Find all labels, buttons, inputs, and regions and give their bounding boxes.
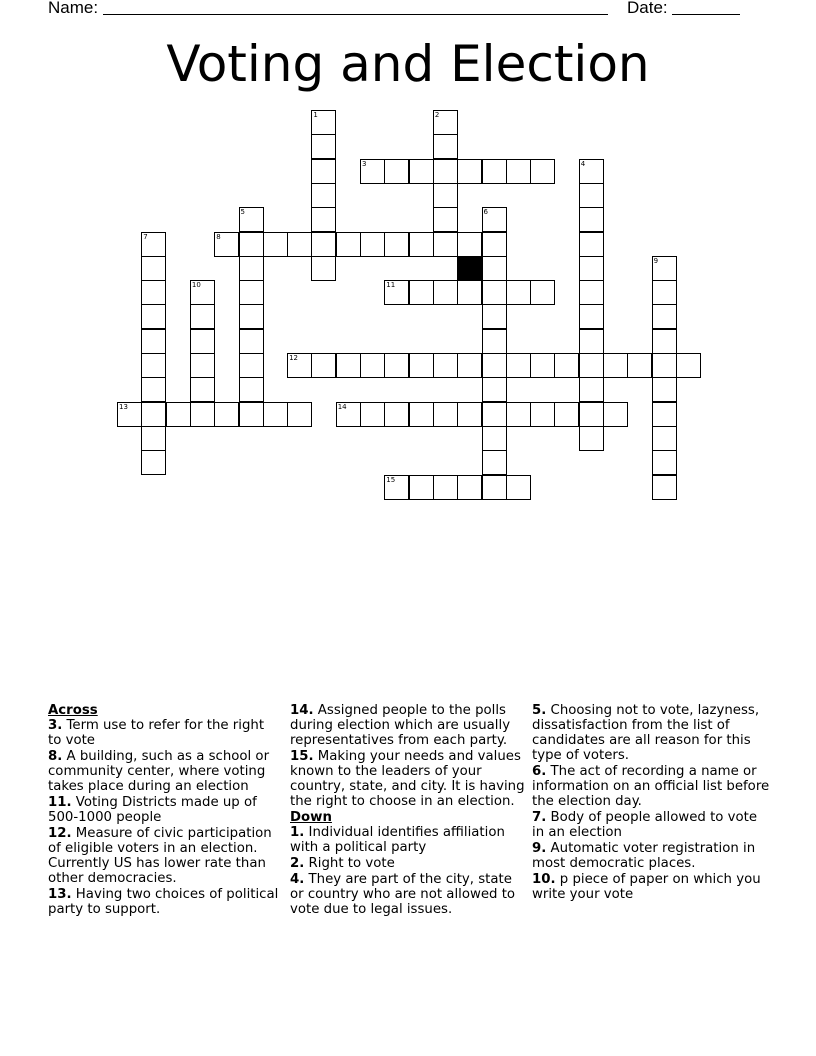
grid-cell[interactable]	[506, 280, 531, 305]
grid-cell[interactable]	[141, 280, 166, 305]
name-label: Name:	[48, 0, 99, 17]
name-date-header	[48, 0, 768, 18]
grid-cell[interactable]	[141, 329, 166, 354]
clue-number-label: 15	[386, 475, 396, 484]
grid-cell[interactable]	[482, 475, 507, 500]
grid-cell[interactable]	[579, 329, 604, 354]
grid-cell[interactable]	[336, 353, 361, 378]
grid-cell[interactable]	[482, 329, 507, 354]
grid-cell[interactable]	[433, 353, 458, 378]
grid-cell[interactable]	[652, 377, 677, 402]
grid-cell[interactable]	[384, 159, 409, 184]
grid-cell[interactable]	[579, 353, 604, 378]
clue-text: Assigned people to the polls during election which are usually representatives from each party.	[290, 703, 511, 748]
grid-cell[interactable]	[360, 353, 385, 378]
grid-cell[interactable]	[141, 450, 166, 475]
grid-cell[interactable]	[676, 353, 701, 378]
grid-cell[interactable]	[652, 426, 677, 451]
grid-cell[interactable]	[627, 353, 652, 378]
grid-cell[interactable]	[287, 402, 312, 427]
grid-cell[interactable]	[482, 377, 507, 402]
grid-cell[interactable]	[190, 280, 215, 305]
grid-cell[interactable]	[239, 256, 264, 281]
grid-cell[interactable]	[311, 232, 336, 257]
grid-cell[interactable]	[336, 402, 361, 427]
grid-cell[interactable]	[506, 402, 531, 427]
clue-number-label: 7	[143, 232, 148, 241]
clue-number: 11.	[48, 795, 72, 810]
clue-down-7	[532, 810, 772, 840]
grid-cell[interactable]	[311, 256, 336, 281]
grid-cell[interactable]	[482, 304, 507, 329]
clue-number: 3.	[48, 718, 63, 733]
grid-cell[interactable]	[457, 280, 482, 305]
grid-cell[interactable]	[239, 207, 264, 232]
grid-cell[interactable]	[457, 475, 482, 500]
grid-cell[interactable]	[409, 159, 434, 184]
clue-number-label: 9	[653, 256, 659, 265]
grid-cell[interactable]	[409, 402, 434, 427]
grid-cell[interactable]	[652, 450, 677, 475]
clue-text: Measure of civic participation of eligible voters in an election. Currently US has lower rate than other democracies.	[48, 826, 272, 886]
grid-cell[interactable]	[652, 475, 677, 500]
clue-text: Choosing not to vote, lazyness, dissatisfaction from the list of candidates are all reason for this type of voters.	[532, 703, 760, 763]
grid-cell[interactable]	[482, 426, 507, 451]
grid-cell[interactable]	[141, 426, 166, 451]
clue-number: 13.	[48, 887, 72, 902]
grid-cell[interactable]	[530, 402, 555, 427]
clue-text: They are part of the city, state or country who are not allowed to vote due to legal issues.	[290, 872, 516, 917]
black-cell	[457, 256, 482, 281]
grid-cell[interactable]	[482, 353, 507, 378]
date-input-line[interactable]	[672, 14, 740, 15]
grid-cell[interactable]	[530, 280, 555, 305]
clue-number: 9.	[532, 841, 547, 856]
grid-cell[interactable]	[409, 475, 434, 500]
clue-across-15	[290, 749, 526, 809]
clue-number: 7.	[532, 810, 547, 825]
grid-cell[interactable]	[239, 377, 264, 402]
grid-cell[interactable]	[433, 475, 458, 500]
grid-cell[interactable]	[579, 232, 604, 257]
clue-number: 2.	[290, 856, 305, 871]
grid-cell[interactable]	[117, 402, 142, 427]
clue-number-label: 2	[434, 111, 440, 119]
clue-across-8	[48, 749, 280, 794]
grid-cell[interactable]	[311, 353, 336, 378]
grid-cell[interactable]	[652, 304, 677, 329]
clue-text: Automatic voter registration in most democratic places.	[532, 841, 756, 871]
grid-cell[interactable]	[579, 280, 604, 305]
clue-across-12	[48, 826, 280, 886]
down-heading: Down	[290, 810, 332, 825]
grid-cell[interactable]	[506, 475, 531, 500]
grid-cell[interactable]	[263, 232, 288, 257]
clue-number-label: 8	[216, 232, 221, 241]
grid-cell[interactable]	[141, 304, 166, 329]
grid-cell[interactable]	[360, 402, 385, 427]
clue-text: p piece of paper on which you write your vote	[532, 872, 761, 902]
clue-across-11	[48, 795, 280, 825]
grid-cell[interactable]	[190, 304, 215, 329]
clue-text: Term use to refer for the right to vote	[48, 718, 265, 748]
grid-cell[interactable]	[652, 280, 677, 305]
grid-cell[interactable]	[239, 353, 264, 378]
grid-cell[interactable]	[482, 232, 507, 257]
grid-cell[interactable]	[433, 134, 458, 159]
grid-cell[interactable]	[409, 232, 434, 257]
grid-cell[interactable]	[409, 280, 434, 305]
clue-down-1	[290, 825, 526, 855]
clue-text: A building, such as a school or community center, where voting takes place during an election	[48, 749, 270, 794]
grid-cell[interactable]	[433, 183, 458, 208]
grid-cell[interactable]	[239, 329, 264, 354]
date-label: Date:	[627, 0, 668, 17]
clue-down-5	[532, 703, 772, 763]
grid-cell[interactable]	[457, 232, 482, 257]
clue-number-label: 3	[362, 159, 367, 168]
grid-cell[interactable]	[433, 280, 458, 305]
clue-number: 6.	[532, 764, 547, 779]
grid-cell[interactable]	[579, 377, 604, 402]
clue-text: Making your needs and values known to the leaders of your country, state, and city. It is having the right to choose in an election.	[290, 749, 525, 809]
grid-cell[interactable]	[530, 353, 555, 378]
grid-cell[interactable]	[506, 353, 531, 378]
grid-cell[interactable]	[384, 353, 409, 378]
clue-text: Individual identifies affiliation with a political party	[290, 825, 505, 855]
grid-cell[interactable]	[652, 256, 677, 281]
clues-column-3	[532, 703, 772, 903]
grid-cell[interactable]	[166, 402, 191, 427]
grid-cell[interactable]	[482, 402, 507, 427]
grid-cell[interactable]	[141, 232, 166, 257]
grid-cell[interactable]	[433, 402, 458, 427]
clue-number-label: 12	[289, 354, 299, 362]
grid-cell[interactable]	[457, 159, 482, 184]
clue-number-label: 1	[313, 111, 318, 119]
grid-cell[interactable]	[311, 207, 336, 232]
grid-cell[interactable]	[336, 232, 361, 257]
grid-cell[interactable]	[263, 402, 288, 427]
clue-number: 1.	[290, 825, 305, 840]
grid-cell[interactable]	[384, 475, 409, 500]
grid-cell[interactable]	[433, 232, 458, 257]
grid-cell[interactable]	[311, 134, 336, 159]
grid-cell[interactable]	[579, 426, 604, 451]
clue-text: Voting Districts made up of 500-1000 people	[48, 795, 257, 825]
grid-cell[interactable]	[603, 353, 628, 378]
grid-cell[interactable]	[287, 353, 312, 378]
grid-cell[interactable]	[482, 159, 507, 184]
clue-text: Body of people allowed to vote in an election	[532, 810, 758, 840]
grid-cell[interactable]	[239, 232, 264, 257]
grid-cell[interactable]	[482, 280, 507, 305]
clue-down-6	[532, 764, 772, 809]
clue-number: 14.	[290, 703, 314, 718]
grid-cell[interactable]	[554, 402, 579, 427]
clue-number-label: 11	[386, 281, 396, 290]
grid-cell[interactable]	[190, 329, 215, 354]
clue-number: 12.	[48, 826, 72, 841]
clue-number-label: 13	[119, 402, 128, 411]
grid-cell[interactable]	[457, 402, 482, 427]
grid-cell[interactable]	[141, 353, 166, 378]
clue-across-3	[48, 718, 280, 748]
grid-cell[interactable]	[579, 183, 604, 208]
clue-text: The act of recording a name or information on an official list before the election day.	[532, 764, 770, 809]
grid-cell[interactable]	[190, 402, 215, 427]
clue-down-9	[532, 841, 772, 871]
grid-cell[interactable]	[652, 402, 677, 427]
grid-cell[interactable]	[384, 232, 409, 257]
grid-cell[interactable]	[652, 329, 677, 354]
grid-cell[interactable]	[311, 110, 336, 135]
clue-number: 15.	[290, 749, 314, 764]
grid-cell[interactable]	[579, 402, 604, 427]
grid-cell[interactable]	[190, 377, 215, 402]
grid-cell[interactable]	[433, 110, 458, 135]
clue-number: 4.	[290, 872, 305, 887]
grid-cell[interactable]	[530, 159, 555, 184]
grid-cell[interactable]	[457, 353, 482, 378]
page-title: Voting and Election	[166, 35, 650, 93]
grid-cell[interactable]	[239, 402, 264, 427]
clue-across-13	[48, 887, 280, 917]
across-heading: Across	[48, 703, 98, 718]
clue-number-label: 6	[483, 208, 488, 217]
grid-cell[interactable]	[554, 353, 579, 378]
clue-number: 5.	[532, 703, 547, 718]
grid-cell[interactable]	[579, 256, 604, 281]
grid-cell[interactable]	[190, 353, 215, 378]
clues-column-1	[48, 703, 280, 918]
grid-cell[interactable]	[579, 304, 604, 329]
clue-text: Right to vote	[308, 856, 395, 871]
clues-column-2	[290, 703, 526, 918]
grid-cell[interactable]	[579, 207, 604, 232]
grid-cell[interactable]	[603, 402, 628, 427]
clue-text: Having two choices of political party to support.	[48, 887, 279, 917]
clue-number-label: 14	[337, 402, 347, 411]
grid-cell[interactable]	[141, 256, 166, 281]
grid-cell[interactable]	[433, 207, 458, 232]
grid-cell[interactable]	[214, 402, 239, 427]
clue-down-10	[532, 872, 772, 902]
grid-cell[interactable]	[652, 353, 677, 378]
grid-cell[interactable]	[384, 280, 409, 305]
clue-number-label: 10	[191, 281, 201, 290]
grid-cell[interactable]	[579, 159, 604, 184]
grid-cell[interactable]	[141, 402, 166, 427]
grid-cell[interactable]	[239, 280, 264, 305]
clue-down-2	[290, 856, 526, 871]
grid-cell[interactable]	[360, 232, 385, 257]
clue-number: 10.	[532, 872, 556, 887]
grid-cell[interactable]	[482, 207, 507, 232]
clue-number-label: 4	[580, 159, 586, 168]
grid-cell[interactable]	[360, 159, 385, 184]
grid-cell[interactable]	[409, 353, 434, 378]
clue-number-label: 5	[240, 208, 245, 217]
grid-cell[interactable]	[239, 304, 264, 329]
grid-cell[interactable]	[482, 256, 507, 281]
grid-cell[interactable]	[141, 377, 166, 402]
grid-cell[interactable]	[384, 402, 409, 427]
grid-cell[interactable]	[311, 183, 336, 208]
clue-across-14	[290, 703, 526, 748]
clue-number: 8.	[48, 749, 63, 764]
clue-down-4	[290, 872, 526, 917]
grid-cell[interactable]	[214, 232, 239, 257]
grid-cell[interactable]	[506, 159, 531, 184]
grid-cell[interactable]	[287, 232, 312, 257]
grid-cell[interactable]	[311, 159, 336, 184]
name-input-line[interactable]	[103, 14, 608, 15]
grid-cell[interactable]	[433, 159, 458, 184]
grid-cell[interactable]	[482, 450, 507, 475]
